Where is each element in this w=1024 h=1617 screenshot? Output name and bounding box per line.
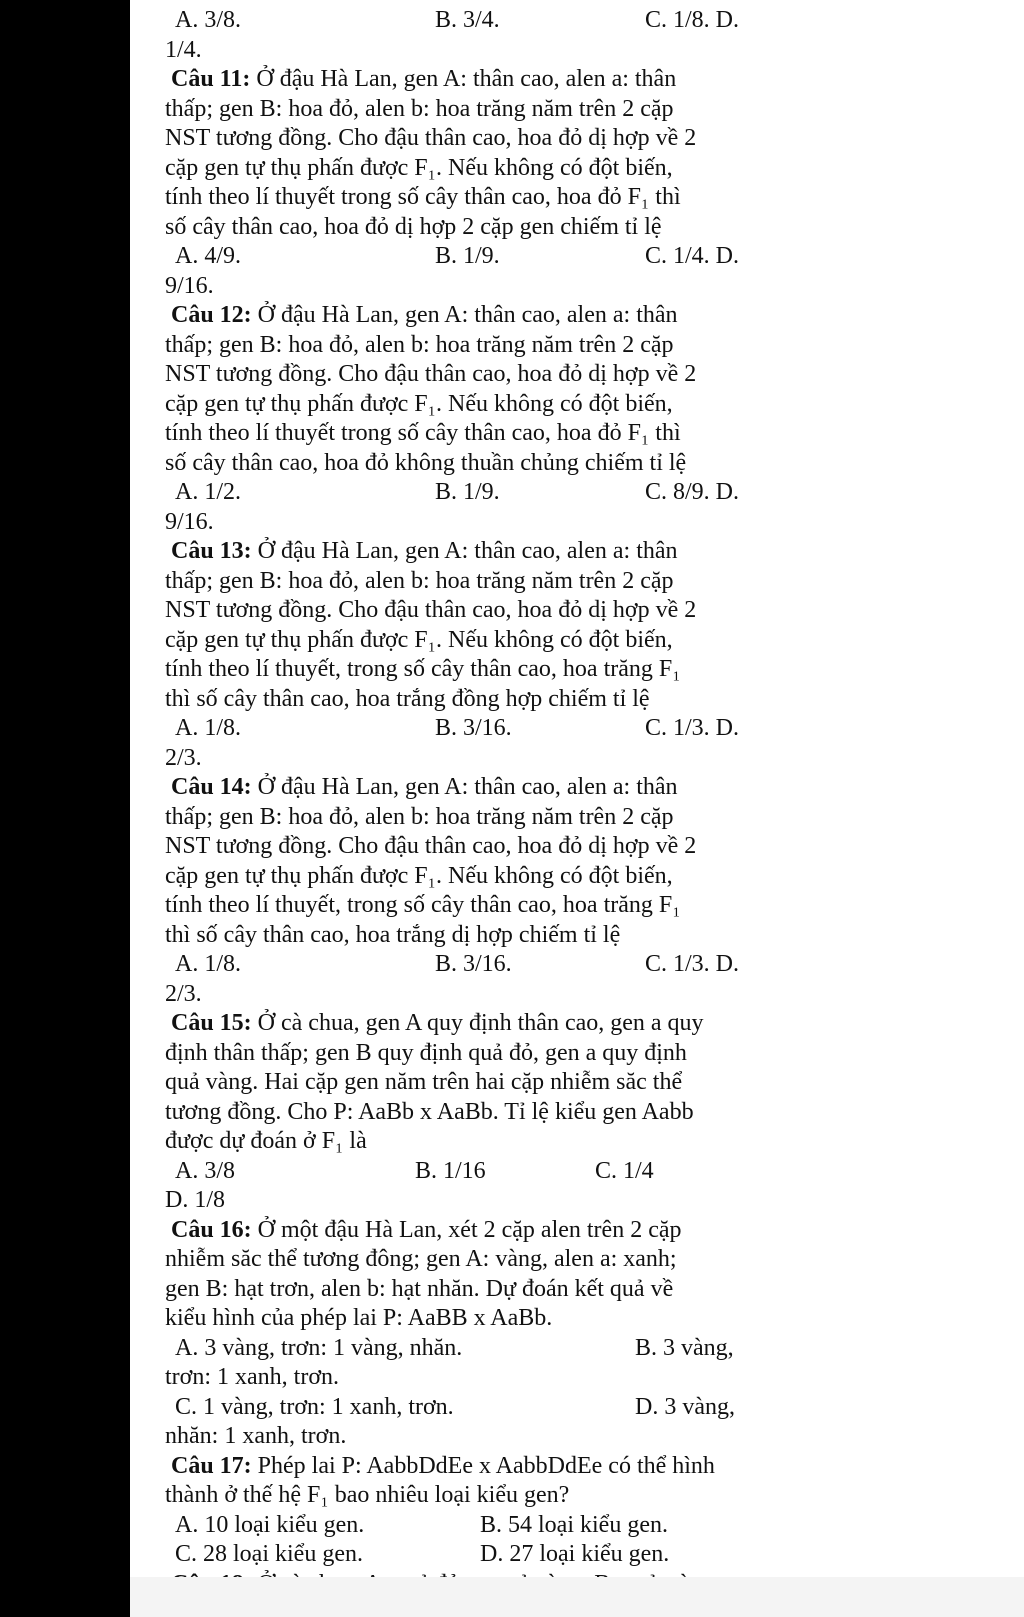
question-text-line: NST tương đồng. Cho đậu thân cao, hoa đỏ dị hợp về 2 [165,361,697,387]
option-c: C. 28 loại kiểu gen. [175,1541,363,1567]
question-text-line: được dự đoán ở F₁ là [165,1128,367,1154]
option-d-value: 2/3. [165,744,202,771]
option-c-d: C. 1/8. D. [645,7,740,33]
question-label: Câu 17: [171,1452,252,1479]
question-label: Câu 16: [171,1216,252,1243]
option-b: B. 3 vàng, [635,1334,734,1361]
question-first-line [165,773,910,803]
option-b-tail: trơn: 1 xanh, trơn. [165,1364,340,1390]
question-text-line: thành ở thế hệ F₁ bao nhiêu loại kiểu gen? [165,1482,570,1508]
question-first-line [165,65,910,95]
question-first-line [165,1009,910,1039]
question-text-line: thấp; gen B: hoa đỏ, alen b: hoa trăng năm trên 2 cặp [165,95,674,122]
q10-option-d-tail [165,36,910,66]
option-c-d: C. 1/3. D. [645,715,740,741]
question-text-line: cặp gen tự thụ phấn được F₁. Nếu không có đột biến, [165,862,673,889]
question-label: Câu 13: [171,538,252,564]
option-d-value: 9/16. [165,272,214,299]
answer-options [165,1157,910,1187]
question-14 [165,773,910,1009]
question-text-line: số cây thân cao, hoa đỏ không thuần chủng chiếm tỉ lệ [165,449,687,476]
question-text-line: số cây thân cao, hoa đỏ dị hợp 2 cặp gen chiếm tỉ lệ [165,213,662,240]
option-b: B. 54 loại kiểu gen. [480,1511,668,1538]
question-13 [165,537,910,773]
question-label: Câu 12: [171,302,252,328]
q10-options [165,6,910,36]
answer-options [165,478,910,508]
question-text-line: tương đồng. Cho P: AaBb x AaBb. Tỉ lệ kiểu gen Aabb [165,1098,694,1125]
option-c: C. 1 vàng, trơn: 1 xanh, trơn. [175,1393,454,1420]
question-17 [165,1452,910,1570]
question-text-line: NST tương đồng. Cho đậu thân cao, hoa đỏ dị hợp về 2 [165,597,697,623]
answer-options [165,242,910,272]
question-label: Câu 11: [171,66,251,92]
option-d-value: 9/16. [165,508,214,535]
option-d: D. 27 loại kiểu gen. [480,1541,670,1567]
answer-options-row [165,1334,910,1364]
option-b: B. 3/4. [435,7,500,33]
question-text-line: Ở đậu Hà Lan, gen A: thân cao, alen a: thân [257,538,678,564]
question-first-line [165,1452,910,1482]
option-b: B. 1/16 [415,1157,486,1184]
question-12 [165,301,910,537]
option-d-tail: nhăn: 1 xanh, trơn. [165,1423,347,1449]
question-text-line: NST tương đồng. Cho đậu thân cao, hoa đỏ dị hợp về 2 [165,833,697,859]
question-text-line: thấp; gen B: hoa đỏ, alen b: hoa trăng năm trên 2 cặp [165,803,674,830]
document-page [130,0,1024,1617]
question-text-line: tính theo lí thuyết, trong số cây thân cao, hoa trăng F₁ [165,656,681,682]
option-a: A. 3/8 [175,1157,235,1184]
question-text-line: Ở đậu Hà Lan, gen A: thân cao, alen a: thân [257,302,678,328]
option-b: B. 3/16. [435,951,512,977]
question-first-line [165,1216,910,1246]
question-text-line: thì số cây thân cao, hoa trắng dị hợp chiếm tỉ lệ [165,921,621,948]
question-first-line [165,301,910,331]
option-c-d: C. 1/3. D. [645,951,740,977]
question-text-line: quả vàng. Hai cặp gen năm trên hai cặp nhiễm săc thể [165,1069,683,1095]
question-text-line: định thân thấp; gen B quy định quả đỏ, gen a quy định [165,1039,687,1066]
option-a: A. 1/8. [175,951,241,977]
question-text-line: thì số cây thân cao, hoa trắng đồng hợp chiếm tỉ lệ [165,685,650,712]
question-text-line: cặp gen tự thụ phấn được F₁. Nếu không có đột biến, [165,390,673,417]
question-15 [165,1009,910,1216]
question-text-line: tính theo lí thuyết trong số cây thân cao, hoa đỏ F₁ thì [165,420,681,446]
question-text-line: Ở đậu Hà Lan, gen A: thân cao, alen a: thân [257,774,678,800]
option-d: D. 1/8 [165,1187,225,1213]
option-c-d: C. 1/4. D. [645,243,740,269]
option-c: C. 1/4 [595,1157,654,1184]
option-a: A. 3 vàng, trơn: 1 vàng, nhăn. [175,1334,463,1361]
question-text-line: NST tương đồng. Cho đậu thân cao, hoa đỏ dị hợp về 2 [165,125,697,151]
answer-options [165,950,910,980]
option-c-d: C. 8/9. D. [645,479,740,505]
option-a: A. 1/8. [175,715,241,741]
option-a: A. 3/8. [175,7,241,33]
option-b: B. 1/9. [435,243,500,269]
question-16 [165,1216,910,1452]
question-label: Câu 15: [171,1010,252,1036]
question-text-line: cặp gen tự thụ phấn được F₁. Nếu không có đột biến, [165,626,673,653]
page-bottom-margin [130,1577,1024,1617]
answer-options-row [165,1540,910,1570]
question-text-line: thấp; gen B: hoa đỏ, alen b: hoa trăng năm trên 2 cặp [165,331,674,358]
option-d-value: 2/3. [165,980,202,1007]
question-text-line: tính theo lí thuyết, trong số cây thân cao, hoa trăng F₁ [165,892,681,918]
question-text-line: tính theo lí thuyết trong số cây thân cao, hoa đỏ F₁ thì [165,184,681,210]
question-text-line: nhiễm săc thể tương đông; gen A: vàng, alen a: xanh; [165,1246,677,1272]
question-label: Câu 14: [171,774,252,800]
option-a: A. 4/9. [175,243,241,269]
option-d: D. 3 vàng, [635,1393,735,1420]
option-a: A. 10 loại kiểu gen. [175,1511,365,1538]
question-text-line: Phép lai P: AabbDdEe x AabbDdEe có thể hình [257,1452,715,1479]
question-text-line: kiểu hình của phép lai P: AaBB x AaBb. [165,1305,553,1331]
question-11 [165,65,910,301]
answer-options [165,714,910,744]
answer-options-row [165,1511,910,1541]
question-text-line: thấp; gen B: hoa đỏ, alen b: hoa trăng năm trên 2 cặp [165,567,674,594]
question-text-line: Ở một đậu Hà Lan, xét 2 cặp alen trên 2 cặp [257,1216,682,1243]
question-text-line: Ở đậu Hà Lan, gen A: thân cao, alen a: thân [256,66,677,92]
question-text-line: cặp gen tự thụ phấn được F₁. Nếu không có đột biến, [165,154,673,181]
option-b: B. 3/16. [435,715,512,741]
option-b: B. 1/9. [435,479,500,505]
question-text-line: gen B: hạt trơn, alen b: hạt nhăn. Dự đoán kết quả về [165,1275,674,1302]
question-text-line: Ở cà chua, gen A quy định thân cao, gen a quy [257,1010,704,1036]
option-a: A. 1/2. [175,479,241,505]
option-d-value: 1/4. [165,36,202,63]
question-first-line [165,537,910,567]
answer-options-row [165,1393,910,1423]
document-content [165,0,910,1592]
